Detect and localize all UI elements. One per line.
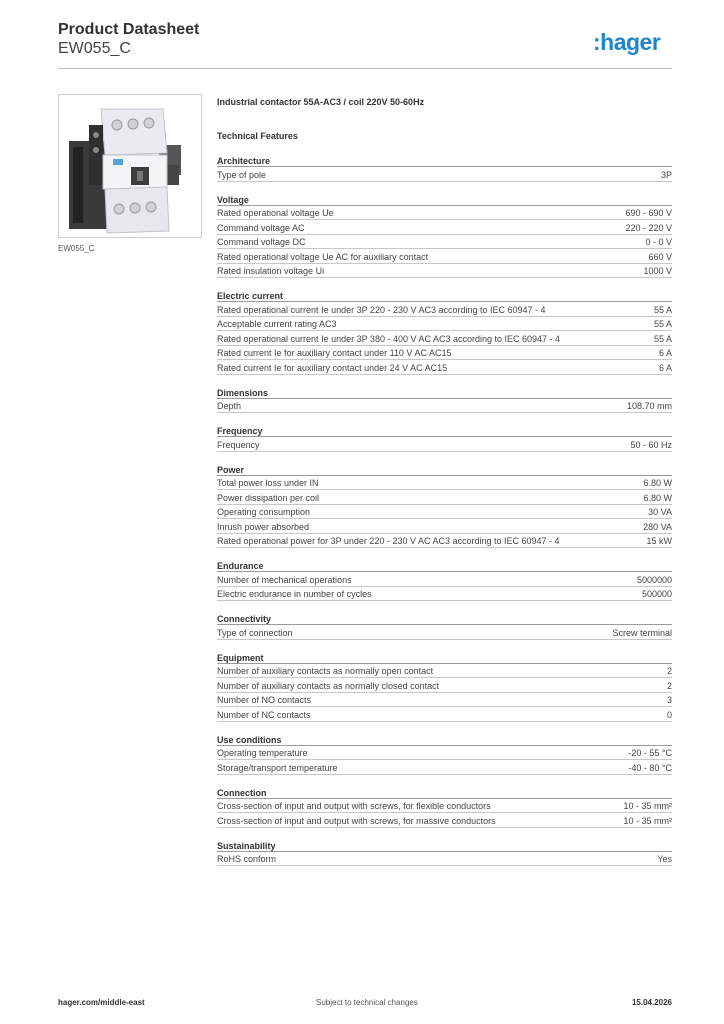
spec-value: 660 V <box>648 251 672 262</box>
section-title: Power <box>217 464 672 476</box>
spec-label: Rated operational voltage Ue <box>217 208 334 218</box>
spec-section <box>217 560 672 601</box>
section-title: Architecture <box>217 155 672 167</box>
spec-label: Number of mechanical operations <box>217 574 352 585</box>
spec-label: Storage/transport temperature <box>217 762 338 773</box>
spec-label: Operating consumption <box>217 507 311 517</box>
spec-section <box>217 387 672 414</box>
spec-value: 5000000 <box>636 574 672 585</box>
spec-row <box>217 302 672 317</box>
spec-label: Electric endurance in number of cycles <box>217 589 372 599</box>
spec-value: 2 <box>666 666 672 676</box>
section-title: Electric current <box>217 290 672 302</box>
spec-row <box>217 360 672 375</box>
spec-label: Frequency <box>217 439 260 450</box>
spec-label: Rated operational power for 3P under 220 - 230 V AC AC3 according to IEC 60947 - 4 <box>217 536 560 546</box>
spec-label: Type of connection <box>217 627 293 638</box>
section-title: Voltage <box>217 194 672 206</box>
spec-row <box>217 346 672 361</box>
spec-row <box>217 519 672 534</box>
spec-row <box>217 678 672 693</box>
product-description: Industrial contactor 55A-AC3 / coil 220V 50-60Hz <box>217 97 425 107</box>
spec-row <box>217 206 672 221</box>
section-title: Connection <box>217 787 672 799</box>
spec-row <box>217 317 672 332</box>
spec-section <box>217 652 672 722</box>
spec-label: Cross-section of input and output with screws, for massive conductors <box>217 815 496 826</box>
spec-value: 50 - 60 Hz <box>630 439 672 450</box>
spec-value: 2 <box>666 680 672 691</box>
spec-row <box>217 587 672 602</box>
spec-label: Command voltage AC <box>217 222 305 233</box>
spec-value: 220 - 220 V <box>625 222 672 233</box>
spec-section <box>217 290 672 375</box>
spec-label: Rated current Ie for auxiliary contact under 110 V AC AC15 <box>217 348 452 358</box>
spec-value: 0 <box>666 709 672 720</box>
spec-label: Rated insulation voltage Ui <box>217 266 325 276</box>
spec-label: Inrush power absorbed <box>217 521 310 532</box>
spec-label: Rated operational voltage Ue AC for auxiliary contact <box>217 251 429 262</box>
spec-section <box>217 464 672 549</box>
spec-label: Rated current Ie for auxiliary contact under 24 V AC AC15 <box>217 362 448 373</box>
spec-value: Screw terminal <box>612 627 672 638</box>
spec-row <box>217 799 672 814</box>
spec-label: Rated operational current Ie under 3P 380 - 400 V AC AC3 according to IEC 60947 - 4 <box>217 333 561 344</box>
spec-row <box>217 707 672 722</box>
hager-logo: :hager <box>593 29 661 55</box>
spec-value: 1000 V <box>643 266 672 276</box>
spec-section <box>217 787 672 828</box>
technical-features-title: Technical Features <box>217 131 298 141</box>
spec-row <box>217 235 672 250</box>
header-divider <box>58 68 672 69</box>
spec-label: Total power loss under IN <box>217 478 319 488</box>
spec-label: RoHS conform <box>217 854 277 864</box>
spec-label: Rated operational current Ie under 3P 220 - 230 V AC3 according to IEC 60947 - 4 <box>217 304 546 315</box>
section-title: Endurance <box>217 560 672 572</box>
spec-value: 30 VA <box>648 507 672 517</box>
spec-row <box>217 693 672 708</box>
image-caption: EW055_C <box>58 244 95 253</box>
spec-value: Yes <box>657 854 672 864</box>
spec-row <box>217 760 672 775</box>
spec-row <box>217 476 672 491</box>
footer-notice: Subject to technical changes <box>316 998 418 1007</box>
spec-row <box>217 264 672 279</box>
spec-value: 0 - 0 V <box>645 237 672 247</box>
spec-row <box>217 534 672 549</box>
spec-row <box>217 167 672 182</box>
spec-value: 500000 <box>641 589 672 599</box>
spec-row <box>217 490 672 505</box>
spec-row <box>217 249 672 264</box>
spec-section <box>217 840 672 867</box>
spec-row <box>217 399 672 414</box>
spec-row <box>217 746 672 761</box>
spec-value: 55 A <box>653 333 672 344</box>
product-image <box>58 94 202 238</box>
product-code: EW055_C <box>58 40 131 57</box>
spec-value: 3 <box>666 695 672 705</box>
footer-date: 15.04.2026 <box>631 998 672 1007</box>
spec-row <box>217 664 672 679</box>
spec-value: 108.70 mm <box>626 401 672 411</box>
spec-label: Depth <box>217 401 242 411</box>
spec-label: Number of NO contacts <box>217 695 312 705</box>
spec-row <box>217 437 672 452</box>
section-title: Frequency <box>217 425 672 437</box>
section-title: Dimensions <box>217 387 672 399</box>
page-title: Product Datasheet <box>58 21 200 38</box>
spec-row <box>217 331 672 346</box>
spec-value: 280 VA <box>643 521 672 532</box>
spec-label: Acceptable current rating AC3 <box>217 319 337 329</box>
spec-row <box>217 572 672 587</box>
section-title: Connectivity <box>217 613 672 625</box>
spec-section <box>217 425 672 452</box>
spec-row <box>217 625 672 640</box>
spec-value: 15 kW <box>646 536 672 546</box>
footer-website[interactable]: hager.com/middle-east <box>58 998 145 1007</box>
spec-value: 6.80 W <box>643 492 672 503</box>
spec-row <box>217 220 672 235</box>
spec-row <box>217 505 672 520</box>
spec-sections <box>217 155 672 866</box>
spec-section <box>217 194 672 279</box>
spec-value: 10 - 35 mm² <box>623 815 672 826</box>
spec-label: Type of pole <box>217 169 267 180</box>
spec-label: Command voltage DC <box>217 237 306 247</box>
spec-label: Power dissipation per coil <box>217 492 320 503</box>
spec-row <box>217 852 672 867</box>
spec-label: Number of NC contacts <box>217 709 311 720</box>
section-title: Use conditions <box>217 734 672 746</box>
spec-label: Number of auxiliary contacts as normally closed contact <box>217 680 440 691</box>
spec-value: 6 A <box>658 362 672 373</box>
spec-label: Number of auxiliary contacts as normally open contact <box>217 666 434 676</box>
spec-label: Cross-section of input and output with screws, for flexible conductors <box>217 801 491 811</box>
spec-section <box>217 613 672 640</box>
spec-value: 6.80 W <box>643 478 672 488</box>
section-title: Sustainability <box>217 840 672 852</box>
spec-value: 6 A <box>658 348 672 358</box>
spec-value: 690 - 690 V <box>625 208 672 218</box>
contactor-illustration <box>59 95 201 237</box>
spec-section <box>217 734 672 775</box>
spec-section <box>217 155 672 182</box>
spec-label: Operating temperature <box>217 748 308 758</box>
spec-value: 10 - 35 mm² <box>623 801 672 811</box>
spec-value: -20 - 55 °C <box>628 748 672 758</box>
spec-row <box>217 813 672 828</box>
datasheet-content <box>217 97 672 866</box>
spec-value: 3P <box>660 169 672 180</box>
spec-value: 55 A <box>653 319 672 329</box>
section-title: Equipment <box>217 652 672 664</box>
spec-value: -40 - 80 °C <box>628 762 672 773</box>
spec-value: 55 A <box>653 304 672 315</box>
